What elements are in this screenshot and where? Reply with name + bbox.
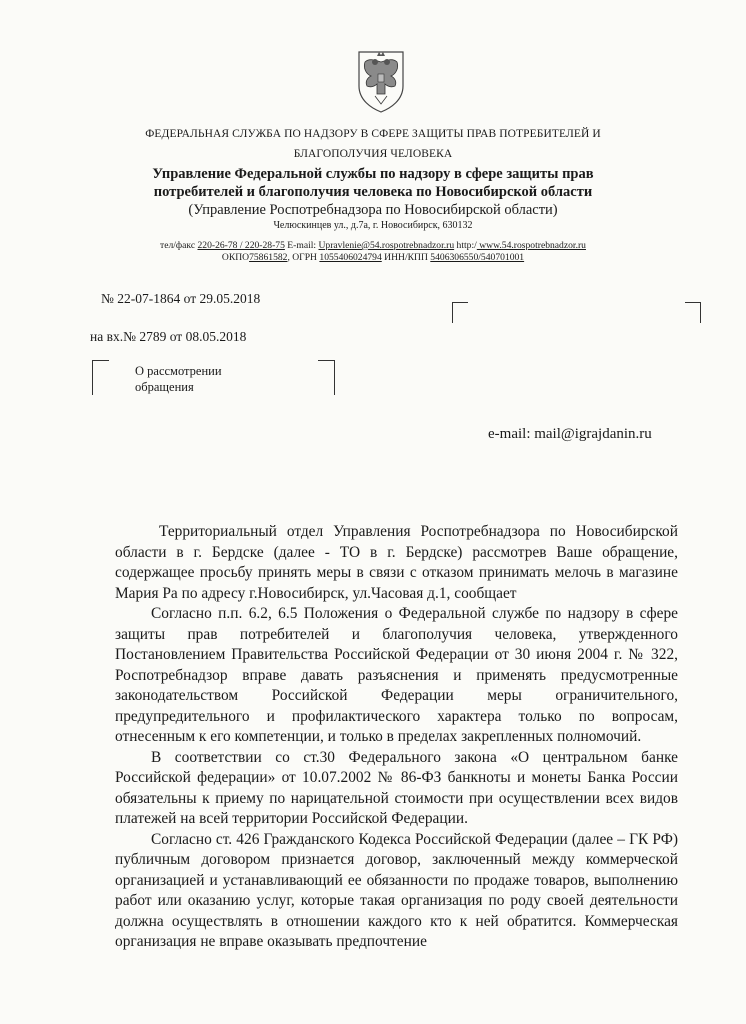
contacts-line xyxy=(0,240,746,251)
body-paragraph-2: Согласно п.п. 6.2, 6.5 Положения о Федеральной службе по надзору в сфере защиты прав потребителей и благополучия человека, утвержденного Постановлением Правительства Российской Федерации от 30 июня 2004 г. № 322, Роспотребнадзор вправе давать разъяснения и применять предусмотренные законодательством Российской Федерации меры ограничительного, предупредительного и профилактического характера только по вопросам, отнесенным к его компетенции, и только в пределах закрепленных полномочий. xyxy=(115,605,678,745)
web-label: http:/ xyxy=(456,240,477,251)
okpo-label: ОКПО xyxy=(221,252,250,263)
recipient-bracket-left xyxy=(452,302,468,323)
body-paragraph-1: Территориальный отдел Управления Роспотребнадзора по Новосибирской области в г. Бердске (далее - ТО в г. Бердске) рассмотрев Ваше обращение, содержащее просьбу принять меры в связи с отказом принимать мелочь в магазине Мария Ра по адресу г.Новосибирск, ул.Часовая д.1, сообщает xyxy=(115,523,678,602)
department-short-name: (Управление Роспотребнадзора по Новосибирской области) xyxy=(188,202,558,218)
subject-bracket-left xyxy=(92,360,109,395)
subject-line1: О рассмотрении xyxy=(135,364,222,378)
incoming-number: на вх.№ 2789 от 08.05.2018 xyxy=(90,329,247,344)
okpo-value: 75861582 xyxy=(249,252,288,263)
address: Челюскинцев ул., д.7а, г. Новосибирск, 630132 xyxy=(273,220,473,231)
org-name-line1: ФЕДЕРАЛЬНАЯ СЛУЖБА ПО НАДЗОРУ В СФЕРЕ ЗАЩИТЫ ПРАВ ПОТРЕБИТЕЛЕЙ И xyxy=(145,128,601,140)
department-name-line2: потребителей и благополучия человека по Новосибирской области xyxy=(153,184,593,200)
recipient-email: e-mail: mail@igrajdanin.ru xyxy=(488,426,652,442)
recipient-bracket-right xyxy=(685,302,701,323)
outgoing-number: № 22-07-1864 от 29.05.2018 xyxy=(101,291,261,306)
org-name-line2: БЛАГОПОЛУЧИЯ ЧЕЛОВЕКА xyxy=(293,148,453,160)
phone-label: тел/факс xyxy=(160,240,196,251)
inn-label: ИНН/КПП xyxy=(384,252,428,263)
phone-number: 220-26-78 / 220-28-75 xyxy=(197,240,285,251)
body-paragraph-3: В соответствии со ст.30 Федерального закона «О центральном банке Российской федерации» от 10.07.2002 № 86-ФЗ банкноты и монеты Банка России обязательны к приему по нарицательной стоимости при осуществлении всех видов платежей на всей территории Российской Федерации. xyxy=(115,748,678,827)
web-link[interactable]: www.54.rospotrebnadzor.ru xyxy=(476,240,586,251)
subject-bracket-right xyxy=(318,360,335,395)
body-paragraph-4: Согласно ст. 426 Гражданского Кодекса Российской Федерации (далее – ГК РФ) публичным договором признается договор, заключенный между коммерческой организацией и устанавливающий ее обязанности по продаже товаров, выполнению работ или оказанию услуг, которые такая организация по роду своей деятельности должна осуществлять в отношении каждого кто к ней обратится. Коммерческая организация не вправе оказывать предпочтение xyxy=(115,830,678,950)
subject-line2: обращения xyxy=(135,380,194,394)
email-label: E-mail: xyxy=(287,240,317,251)
registration-ids-line xyxy=(0,252,746,263)
letter-body xyxy=(115,522,678,953)
subject-block xyxy=(135,363,275,395)
ogrn-label: , ОГРН xyxy=(287,252,317,263)
inn-value: 5406306550/540701001 xyxy=(430,252,525,263)
email-link[interactable]: Upravlenie@54.rospotrebnadzor.ru xyxy=(318,240,455,251)
coat-of-arms-emblem xyxy=(353,48,409,114)
ogrn-value: 1055406024794 xyxy=(319,252,382,263)
department-name-line1: Управление Федеральной службы по надзору в сфере защиты прав xyxy=(152,166,594,182)
